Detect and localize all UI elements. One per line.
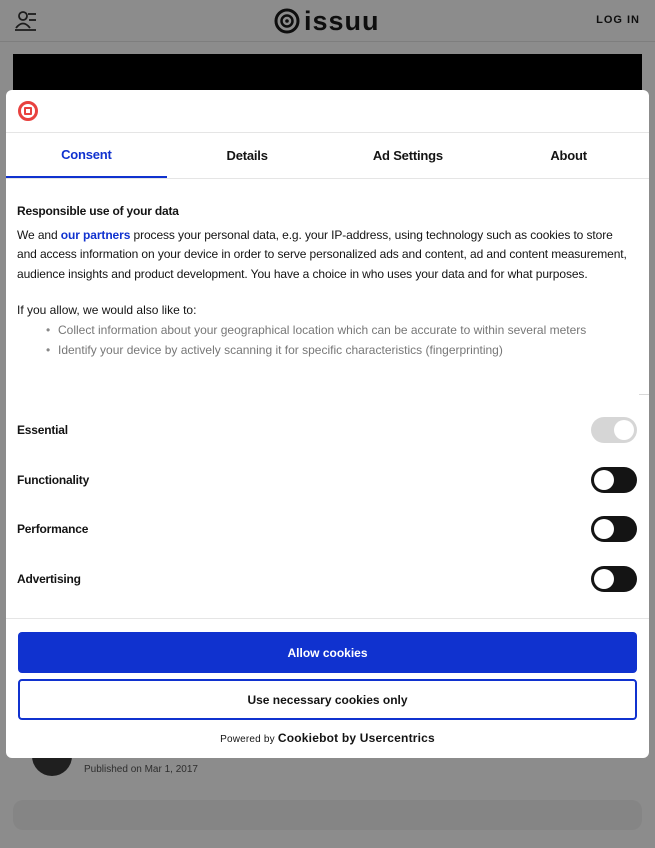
cookie-consent-dialog [6,90,649,758]
cookiebot-logo-icon [18,101,38,121]
toggle-row-advertising [6,554,649,604]
essential-toggle [591,417,637,443]
published-date: Published on Mar 1, 2017 [84,764,198,775]
tab-details[interactable]: Details [226,148,268,163]
advertising-toggle[interactable] [591,566,637,592]
dialog-footer [6,618,649,758]
toggle-knob [594,470,614,490]
scroll-indicator [639,394,649,395]
list-item: • Identify your device by actively scanning it for specific characteristics (fingerprinting) [46,341,629,361]
partners-link[interactable]: our partners [60,228,131,242]
toggle-label: Performance [17,522,89,537]
toggle-row-functionality [6,455,649,505]
toggle-row-essential [6,405,649,455]
list-item: • Collect information about your geographical location which can be accurate to within several meters [46,321,629,341]
consent-content[interactable] [6,180,649,394]
logo-text: issuu [304,5,380,36]
optional-purposes-list [17,321,629,360]
powered-by [6,731,649,745]
login-link[interactable]: LOG IN [596,14,640,26]
toggle-knob [614,420,634,440]
toggle-label: Functionality [17,472,90,487]
toggle-row-performance [6,504,649,554]
dialog-header [6,90,649,133]
toggle-label: Essential [17,422,68,437]
powered-by-text: Powered by [220,734,278,745]
description-start: We and [17,228,61,242]
functionality-toggle[interactable] [591,467,637,493]
consent-tabs [6,133,649,179]
allow-cookies-button[interactable]: Allow cookies [18,632,637,673]
toggle-knob [594,519,614,539]
tab-ad-settings[interactable]: Ad Settings [372,148,443,163]
description-end: process your personal data, e.g. your IP-address, using technology such as cookies to store and access information on your device in order to serve personalized ads and content, ad and content measurement, audience insights and product development. You have a choice in who uses your data and for what purposes. [17,228,627,281]
consent-description [17,226,629,284]
content-fade [6,364,649,394]
cookiebot-link[interactable]: Cookiebot by Usercentrics [277,731,435,745]
toggle-label: Advertising [17,571,81,586]
if-allow-text: If you allow, we would also like to: [17,303,197,318]
performance-toggle[interactable] [591,516,637,542]
tab-consent[interactable]: Consent [6,133,167,178]
toggle-knob [594,569,614,589]
consent-heading: Responsible use of your data [17,204,179,218]
tab-about[interactable]: About [550,148,587,163]
necessary-cookies-button[interactable]: Use necessary cookies only [18,679,637,720]
consent-toggles [6,405,649,604]
